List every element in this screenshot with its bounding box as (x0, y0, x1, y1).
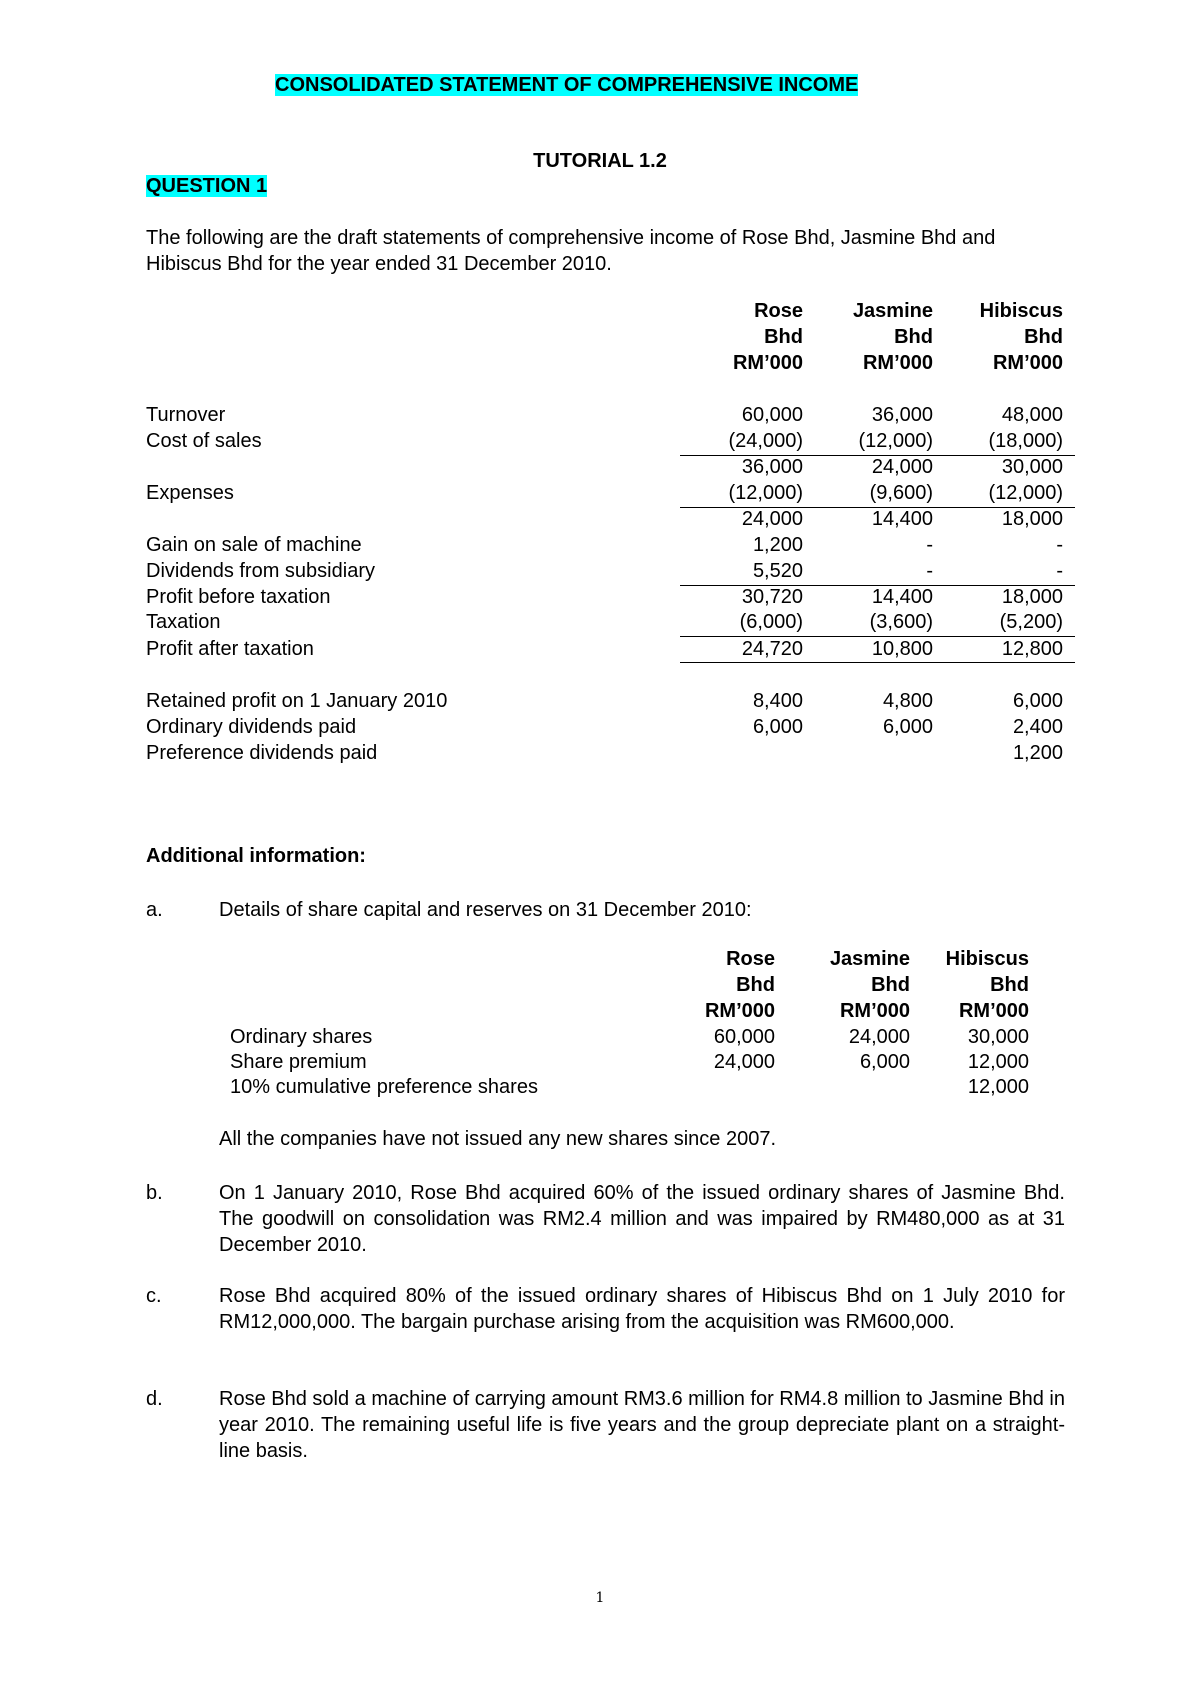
item-d (146, 1386, 1065, 1464)
tutorial-heading: TUTORIAL 1.2 (533, 150, 667, 172)
row-label: Ordinary shares (230, 1026, 373, 1048)
cell-value: (24,000) (728, 430, 803, 452)
row-label: Ordinary dividends paid (146, 716, 357, 738)
cell-value: 24,000 (713, 1051, 775, 1073)
cell-value: (12,000) (988, 482, 1063, 504)
cell-value: 12,000 (967, 1076, 1029, 1098)
row-label: Dividends from subsidiary (146, 560, 375, 582)
col-sub-rose: Bhd (764, 326, 803, 348)
item-text: Rose Bhd acquired 80% of the issued ordinary shares of Hibiscus Bhd on 1 July 2010 for RM12,000,000. The bargain purchase arising from the acquisition was RM600,000. (219, 1285, 1065, 1333)
additional-info-heading: Additional information: (146, 845, 366, 867)
total-rule (680, 662, 1075, 663)
cell-value: 5,520 (752, 560, 803, 582)
item-text: Details of share capital and reserves on 31 December 2010: (219, 899, 752, 921)
row-label: Share premium (230, 1051, 367, 1073)
cell-value: 2,400 (1012, 716, 1063, 738)
row-label: Profit before taxation (146, 586, 331, 608)
col-header-hibiscus: Hibiscus (979, 300, 1063, 322)
cell-value: 1,200 (1012, 742, 1063, 764)
cell-value: 48,000 (1001, 404, 1063, 426)
cell-value: 6,000 (859, 1051, 910, 1073)
cell-value: - (926, 534, 933, 556)
intro-paragraph: The following are the draft statements of comprehensive income of Rose Bhd, Jasmine Bhd and Hibiscus Bhd for the year ended 31 December 2010. (146, 227, 996, 275)
cell-value: 24,000 (848, 1026, 910, 1048)
item-marker: c. (146, 1285, 162, 1307)
col-header-rose: Rose (726, 948, 775, 970)
cell-value: 12,800 (1001, 638, 1063, 660)
col-sub-hibiscus: Bhd (1024, 326, 1063, 348)
cell-value: (9,600) (869, 482, 933, 504)
row-label: 10% cumulative preference shares (230, 1076, 538, 1098)
page-number: 1 (595, 1590, 605, 1606)
cell-value: 6,000 (1012, 690, 1063, 712)
cell-value: 18,000 (1001, 508, 1063, 530)
note-a: All the companies have not issued any new shares since 2007. (219, 1128, 777, 1150)
col-unit-hibiscus: RM’000 (992, 352, 1063, 374)
col-header-hibiscus: Hibiscus (945, 948, 1029, 970)
cell-value: 14,400 (871, 508, 933, 530)
cell-value: - (926, 560, 933, 582)
cell-value: 30,720 (741, 586, 803, 608)
cell-value: (6,000) (739, 611, 803, 633)
col-sub-rose: Bhd (736, 974, 775, 996)
col-unit-hibiscus: RM’000 (958, 1000, 1029, 1022)
col-sub-jasmine: Bhd (871, 974, 910, 996)
item-b (146, 1180, 1065, 1258)
cell-value: 6,000 (882, 716, 933, 738)
col-sub-hibiscus: Bhd (990, 974, 1029, 996)
cell-value: - (1056, 534, 1063, 556)
item-marker: a. (146, 899, 163, 921)
item-text: Rose Bhd sold a machine of carrying amount RM3.6 million for RM4.8 million to Jasmine Bhd in year 2010. The remaining useful life is five years and the group depreciate plant on a straight-line basis. (219, 1388, 1065, 1462)
cell-value: 12,000 (967, 1051, 1029, 1073)
col-unit-jasmine: RM’000 (862, 352, 933, 374)
cell-value: 8,400 (752, 690, 803, 712)
item-marker: d. (146, 1388, 163, 1410)
cell-value: 24,000 (741, 508, 803, 530)
row-label: Retained profit on 1 January 2010 (146, 690, 448, 712)
cell-value: 36,000 (871, 404, 933, 426)
subtotal-rule (680, 636, 1075, 637)
cell-value: 24,720 (741, 638, 803, 660)
row-label: Expenses (146, 482, 234, 504)
cell-value: (5,200) (999, 611, 1063, 633)
row-label: Profit after taxation (146, 638, 314, 660)
row-label: Gain on sale of machine (146, 534, 362, 556)
col-header-rose: Rose (754, 300, 803, 322)
cell-value: 24,000 (871, 456, 933, 478)
cell-value: 30,000 (1001, 456, 1063, 478)
cell-value: 1,200 (752, 534, 803, 556)
cell-value: 18,000 (1001, 586, 1063, 608)
col-unit-jasmine: RM’000 (839, 1000, 910, 1022)
cell-value: 36,000 (741, 456, 803, 478)
col-unit-rose: RM’000 (704, 1000, 775, 1022)
col-header-jasmine: Jasmine (829, 948, 910, 970)
cell-value: (18,000) (988, 430, 1063, 452)
question-heading: QUESTION 1 (146, 175, 268, 197)
cell-value: 10,800 (871, 638, 933, 660)
row-label: Cost of sales (146, 430, 262, 452)
cell-value: 14,400 (871, 586, 933, 608)
row-label: Turnover (146, 404, 226, 426)
item-a (146, 897, 1065, 923)
cell-value: 4,800 (882, 690, 933, 712)
cell-value: (12,000) (858, 430, 933, 452)
cell-value: (3,600) (869, 611, 933, 633)
page-title: CONSOLIDATED STATEMENT OF COMPREHENSIVE INCOME (275, 74, 859, 96)
cell-value: 6,000 (752, 716, 803, 738)
col-unit-rose: RM’000 (732, 352, 803, 374)
cell-value: 60,000 (713, 1026, 775, 1048)
cell-value: 30,000 (967, 1026, 1029, 1048)
col-sub-jasmine: Bhd (894, 326, 933, 348)
row-label: Taxation (146, 611, 221, 633)
item-c (146, 1283, 1065, 1335)
cell-value: (12,000) (728, 482, 803, 504)
col-header-jasmine: Jasmine (852, 300, 933, 322)
item-text: On 1 January 2010, Rose Bhd acquired 60% of the issued ordinary shares of Jasmine Bhd. The goodwill on consolidation was RM2.4 million and was impaired by RM480,000 as at 31 December 2010. (219, 1182, 1065, 1256)
row-label: Preference dividends paid (146, 742, 378, 764)
item-marker: b. (146, 1182, 163, 1204)
cell-value: - (1056, 560, 1063, 582)
cell-value: 60,000 (741, 404, 803, 426)
